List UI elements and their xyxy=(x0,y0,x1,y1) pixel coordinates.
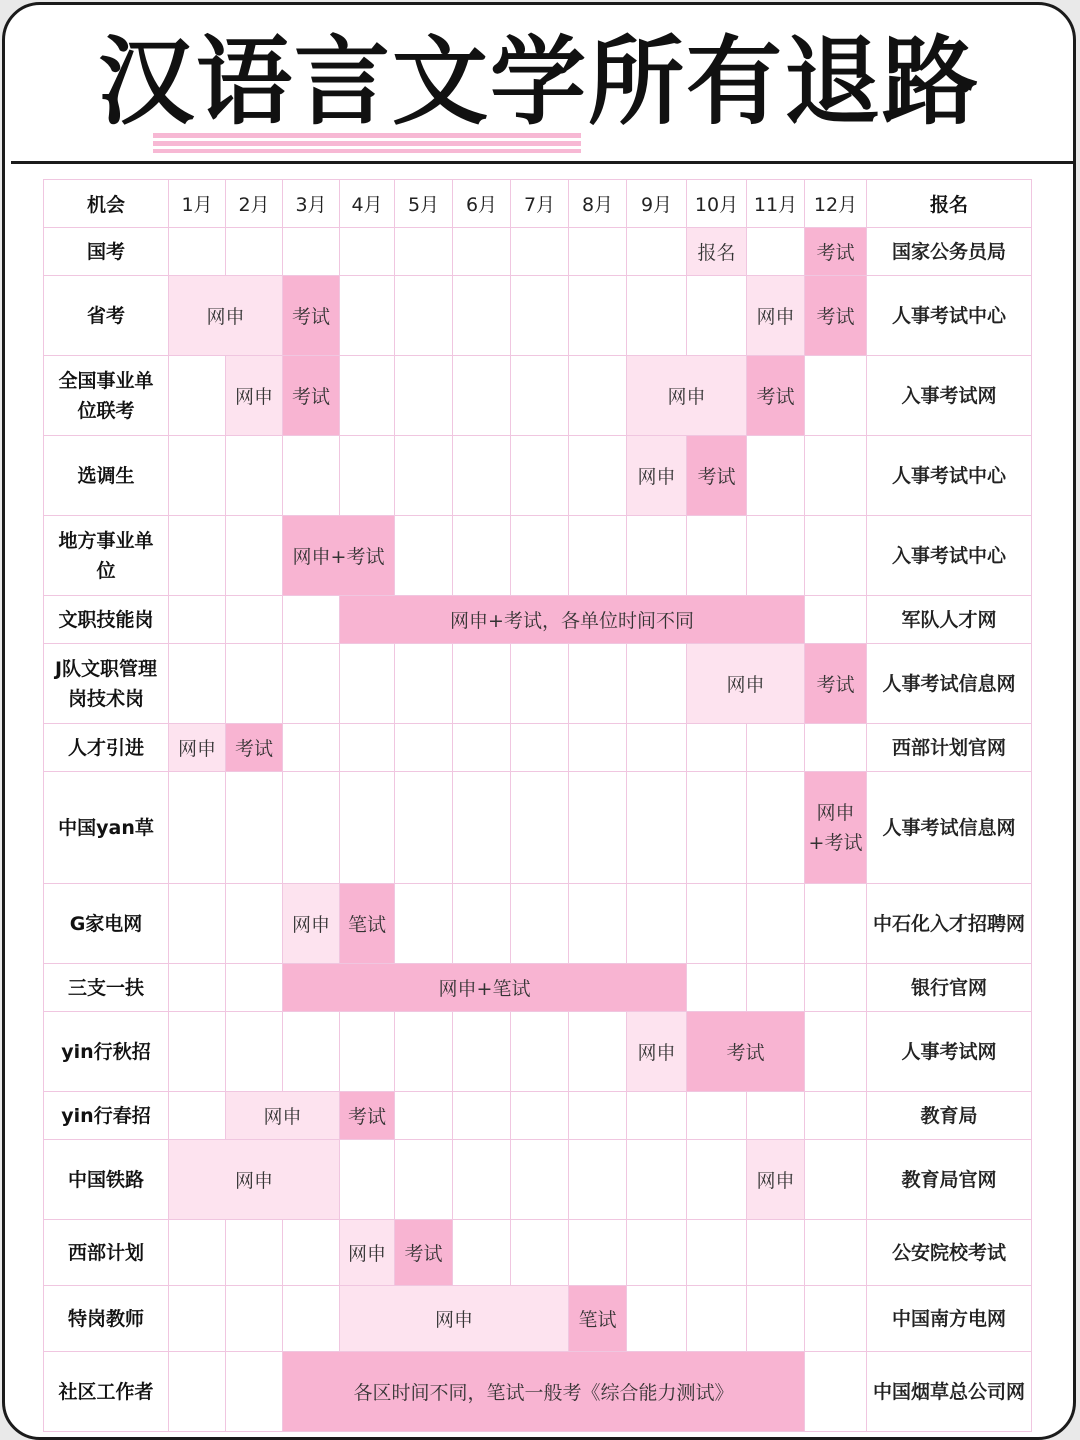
header-month: 8月 xyxy=(569,180,627,228)
application-period-cell: 网申 xyxy=(283,884,340,964)
row-category: 特岗教师 xyxy=(44,1286,169,1352)
application-period-cell: 网申 xyxy=(169,1140,340,1220)
empty-cell xyxy=(169,356,226,436)
empty-cell xyxy=(747,724,805,772)
table-header-row xyxy=(44,180,1032,228)
title-divider xyxy=(11,161,1073,164)
empty-cell xyxy=(226,772,283,884)
empty-cell xyxy=(169,1012,226,1092)
table-row xyxy=(44,1092,1032,1140)
row-register-site: 军队人才网 xyxy=(867,596,1032,644)
row-register-site: 教育局 xyxy=(867,1092,1032,1140)
table-row xyxy=(44,1012,1032,1092)
empty-cell xyxy=(283,772,340,884)
empty-cell xyxy=(283,436,340,516)
empty-cell xyxy=(283,644,340,724)
empty-cell xyxy=(569,356,627,436)
application-period-cell: 网申 xyxy=(627,1012,687,1092)
header-month: 1月 xyxy=(169,180,226,228)
empty-cell xyxy=(627,276,687,356)
application-period-cell: 网申 xyxy=(687,644,805,724)
empty-cell xyxy=(569,724,627,772)
exam-period-cell: 网申+考试，各单位时间不同 xyxy=(340,596,805,644)
row-category: 三支一扶 xyxy=(44,964,169,1012)
exam-period-cell: 考试 xyxy=(395,1220,453,1286)
schedule-table xyxy=(43,179,1032,1432)
empty-cell xyxy=(569,1012,627,1092)
exam-period-cell: 考试 xyxy=(283,356,340,436)
table-row xyxy=(44,436,1032,516)
exam-period-cell: 各区时间不同，笔试一般考《综合能力测试》 xyxy=(283,1352,805,1432)
table-row xyxy=(44,228,1032,276)
header-month: 5月 xyxy=(395,180,453,228)
empty-cell xyxy=(627,1092,687,1140)
application-period-cell: 网申 xyxy=(627,356,747,436)
table-row xyxy=(44,884,1032,964)
empty-cell xyxy=(687,1286,747,1352)
exam-period-cell: 网申+考试 xyxy=(805,772,867,884)
header-register: 报名 xyxy=(867,180,1032,228)
empty-cell xyxy=(283,1012,340,1092)
empty-cell xyxy=(395,436,453,516)
empty-cell xyxy=(805,884,867,964)
application-period-cell: 网申 xyxy=(627,436,687,516)
empty-cell xyxy=(805,596,867,644)
row-register-site: 中石化入才招聘网 xyxy=(867,884,1032,964)
empty-cell xyxy=(569,1092,627,1140)
table-row xyxy=(44,516,1032,596)
exam-period-cell: 考试 xyxy=(747,356,805,436)
empty-cell xyxy=(453,644,511,724)
empty-cell xyxy=(169,1220,226,1286)
empty-cell xyxy=(569,228,627,276)
header-month: 11月 xyxy=(747,180,805,228)
empty-cell xyxy=(627,516,687,596)
empty-cell xyxy=(511,436,569,516)
row-register-site: 中国烟草总公司网 xyxy=(867,1352,1032,1432)
row-category: 中国铁路 xyxy=(44,1140,169,1220)
empty-cell xyxy=(453,724,511,772)
empty-cell xyxy=(226,964,283,1012)
empty-cell xyxy=(511,1092,569,1140)
row-register-site: 公安院校考试 xyxy=(867,1220,1032,1286)
empty-cell xyxy=(169,644,226,724)
exam-period-cell: 考试 xyxy=(226,724,283,772)
empty-cell xyxy=(395,228,453,276)
empty-cell xyxy=(687,1220,747,1286)
empty-cell xyxy=(687,884,747,964)
empty-cell xyxy=(747,228,805,276)
application-period-cell: 网申 xyxy=(747,1140,805,1220)
empty-cell xyxy=(627,772,687,884)
empty-cell xyxy=(226,884,283,964)
empty-cell xyxy=(453,516,511,596)
empty-cell xyxy=(569,1220,627,1286)
empty-cell xyxy=(747,1286,805,1352)
empty-cell xyxy=(340,356,395,436)
empty-cell xyxy=(340,772,395,884)
empty-cell xyxy=(283,228,340,276)
row-category: J队文职管理岗技术岗 xyxy=(44,644,169,724)
row-category: 选调生 xyxy=(44,436,169,516)
empty-cell xyxy=(169,884,226,964)
empty-cell xyxy=(805,1012,867,1092)
row-category: 全国事业单位联考 xyxy=(44,356,169,436)
empty-cell xyxy=(747,436,805,516)
empty-cell xyxy=(511,228,569,276)
exam-period-cell: 考试 xyxy=(283,276,340,356)
empty-cell xyxy=(340,276,395,356)
application-period-cell: 网申 xyxy=(226,1092,340,1140)
row-category: 国考 xyxy=(44,228,169,276)
application-period-cell: 网申 xyxy=(169,276,283,356)
empty-cell xyxy=(340,436,395,516)
row-register-site: 人事考试中心 xyxy=(867,276,1032,356)
table-row xyxy=(44,724,1032,772)
header-month: 9月 xyxy=(627,180,687,228)
application-period-cell: 网申 xyxy=(226,356,283,436)
table-row xyxy=(44,276,1032,356)
header-category: 机会 xyxy=(44,180,169,228)
exam-period-cell: 考试 xyxy=(687,1012,805,1092)
empty-cell xyxy=(627,1140,687,1220)
application-period-cell: 报名 xyxy=(687,228,747,276)
empty-cell xyxy=(627,1220,687,1286)
empty-cell xyxy=(395,884,453,964)
empty-cell xyxy=(169,1286,226,1352)
empty-cell xyxy=(627,724,687,772)
empty-cell xyxy=(805,1286,867,1352)
empty-cell xyxy=(340,228,395,276)
row-register-site: 入事考试网 xyxy=(867,356,1032,436)
empty-cell xyxy=(687,1092,747,1140)
empty-cell xyxy=(805,964,867,1012)
empty-cell xyxy=(747,516,805,596)
exam-period-cell: 考试 xyxy=(805,228,867,276)
empty-cell xyxy=(395,516,453,596)
empty-cell xyxy=(395,356,453,436)
empty-cell xyxy=(687,724,747,772)
empty-cell xyxy=(226,644,283,724)
application-period-cell: 网申 xyxy=(340,1286,569,1352)
empty-cell xyxy=(511,1140,569,1220)
table-row xyxy=(44,356,1032,436)
empty-cell xyxy=(687,276,747,356)
empty-cell xyxy=(395,772,453,884)
empty-cell xyxy=(395,724,453,772)
empty-cell xyxy=(805,724,867,772)
empty-cell xyxy=(283,1220,340,1286)
empty-cell xyxy=(511,724,569,772)
header-month: 10月 xyxy=(687,180,747,228)
empty-cell xyxy=(283,724,340,772)
empty-cell xyxy=(569,884,627,964)
row-category: 文职技能岗 xyxy=(44,596,169,644)
header-month: 6月 xyxy=(453,180,511,228)
empty-cell xyxy=(805,1140,867,1220)
row-register-site: 中国南方电网 xyxy=(867,1286,1032,1352)
empty-cell xyxy=(453,276,511,356)
row-register-site: 人事考试信息网 xyxy=(867,772,1032,884)
exam-period-cell: 考试 xyxy=(805,644,867,724)
empty-cell xyxy=(169,1092,226,1140)
exam-period-cell: 考试 xyxy=(687,436,747,516)
empty-cell xyxy=(805,436,867,516)
empty-cell xyxy=(169,964,226,1012)
row-category: 人才引进 xyxy=(44,724,169,772)
empty-cell xyxy=(169,228,226,276)
header-month: 7月 xyxy=(511,180,569,228)
empty-cell xyxy=(569,1140,627,1220)
empty-cell xyxy=(687,516,747,596)
table-row xyxy=(44,644,1032,724)
row-register-site: 教育局官网 xyxy=(867,1140,1032,1220)
row-category: 地方事业单位 xyxy=(44,516,169,596)
empty-cell xyxy=(627,644,687,724)
exam-period-cell: 考试 xyxy=(805,276,867,356)
empty-cell xyxy=(747,1220,805,1286)
title-area xyxy=(5,5,1073,163)
exam-period-cell: 网申+笔试 xyxy=(283,964,687,1012)
empty-cell xyxy=(511,356,569,436)
empty-cell xyxy=(169,516,226,596)
empty-cell xyxy=(805,356,867,436)
row-category: G家电网 xyxy=(44,884,169,964)
empty-cell xyxy=(569,516,627,596)
exam-period-cell: 笔试 xyxy=(340,884,395,964)
empty-cell xyxy=(226,1352,283,1432)
row-category: 中国yan草 xyxy=(44,772,169,884)
header-month: 2月 xyxy=(226,180,283,228)
empty-cell xyxy=(569,436,627,516)
empty-cell xyxy=(169,1352,226,1432)
empty-cell xyxy=(453,1092,511,1140)
table-row xyxy=(44,1352,1032,1432)
table-row xyxy=(44,772,1032,884)
empty-cell xyxy=(395,1140,453,1220)
empty-cell xyxy=(687,772,747,884)
empty-cell xyxy=(747,884,805,964)
table-row xyxy=(44,1286,1032,1352)
empty-cell xyxy=(340,1012,395,1092)
row-register-site: 银行官网 xyxy=(867,964,1032,1012)
header-month: 4月 xyxy=(340,180,395,228)
empty-cell xyxy=(453,1012,511,1092)
table-row xyxy=(44,1220,1032,1286)
header-month: 12月 xyxy=(805,180,867,228)
empty-cell xyxy=(627,1286,687,1352)
empty-cell xyxy=(226,1220,283,1286)
row-category: 社区工作者 xyxy=(44,1352,169,1432)
row-register-site: 入事考试中心 xyxy=(867,516,1032,596)
empty-cell xyxy=(805,1092,867,1140)
empty-cell xyxy=(226,436,283,516)
row-category: yin行秋招 xyxy=(44,1012,169,1092)
empty-cell xyxy=(511,1012,569,1092)
application-period-cell: 网申 xyxy=(340,1220,395,1286)
empty-cell xyxy=(627,884,687,964)
empty-cell xyxy=(395,1012,453,1092)
header-month: 3月 xyxy=(283,180,340,228)
row-register-site: 西部计划官网 xyxy=(867,724,1032,772)
exam-period-cell: 考试 xyxy=(340,1092,395,1140)
empty-cell xyxy=(340,1140,395,1220)
row-register-site: 人事考试网 xyxy=(867,1012,1032,1092)
empty-cell xyxy=(511,884,569,964)
empty-cell xyxy=(226,516,283,596)
empty-cell xyxy=(747,964,805,1012)
empty-cell xyxy=(395,276,453,356)
empty-cell xyxy=(453,772,511,884)
empty-cell xyxy=(569,772,627,884)
empty-cell xyxy=(511,516,569,596)
application-period-cell: 网申 xyxy=(169,724,226,772)
table-row xyxy=(44,1140,1032,1220)
empty-cell xyxy=(283,596,340,644)
empty-cell xyxy=(511,772,569,884)
row-category: yin行春招 xyxy=(44,1092,169,1140)
poster-card xyxy=(2,2,1076,1440)
empty-cell xyxy=(627,228,687,276)
empty-cell xyxy=(805,1352,867,1432)
empty-cell xyxy=(511,1220,569,1286)
empty-cell xyxy=(453,356,511,436)
empty-cell xyxy=(226,1286,283,1352)
row-category: 省考 xyxy=(44,276,169,356)
empty-cell xyxy=(687,964,747,1012)
empty-cell xyxy=(569,644,627,724)
empty-cell xyxy=(687,1140,747,1220)
page-title: 汉语言文学所有退路 xyxy=(98,26,980,138)
row-register-site: 国家公务员局 xyxy=(867,228,1032,276)
empty-cell xyxy=(395,644,453,724)
empty-cell xyxy=(805,1220,867,1286)
empty-cell xyxy=(747,772,805,884)
exam-period-cell: 笔试 xyxy=(569,1286,627,1352)
empty-cell xyxy=(511,644,569,724)
empty-cell xyxy=(747,1092,805,1140)
empty-cell xyxy=(453,1140,511,1220)
empty-cell xyxy=(226,228,283,276)
exam-period-cell: 网申+考试 xyxy=(283,516,395,596)
empty-cell xyxy=(569,276,627,356)
empty-cell xyxy=(340,644,395,724)
empty-cell xyxy=(169,436,226,516)
row-register-site: 人事考试中心 xyxy=(867,436,1032,516)
empty-cell xyxy=(805,516,867,596)
empty-cell xyxy=(511,276,569,356)
empty-cell xyxy=(340,724,395,772)
row-category: 西部计划 xyxy=(44,1220,169,1286)
empty-cell xyxy=(453,436,511,516)
empty-cell xyxy=(226,596,283,644)
empty-cell xyxy=(169,596,226,644)
table-row xyxy=(44,596,1032,644)
table-row xyxy=(44,964,1032,1012)
application-period-cell: 网申 xyxy=(747,276,805,356)
empty-cell xyxy=(453,1220,511,1286)
empty-cell xyxy=(226,1012,283,1092)
empty-cell xyxy=(395,1092,453,1140)
empty-cell xyxy=(169,772,226,884)
empty-cell xyxy=(453,884,511,964)
empty-cell xyxy=(283,1286,340,1352)
empty-cell xyxy=(453,228,511,276)
row-register-site: 人事考试信息网 xyxy=(867,644,1032,724)
